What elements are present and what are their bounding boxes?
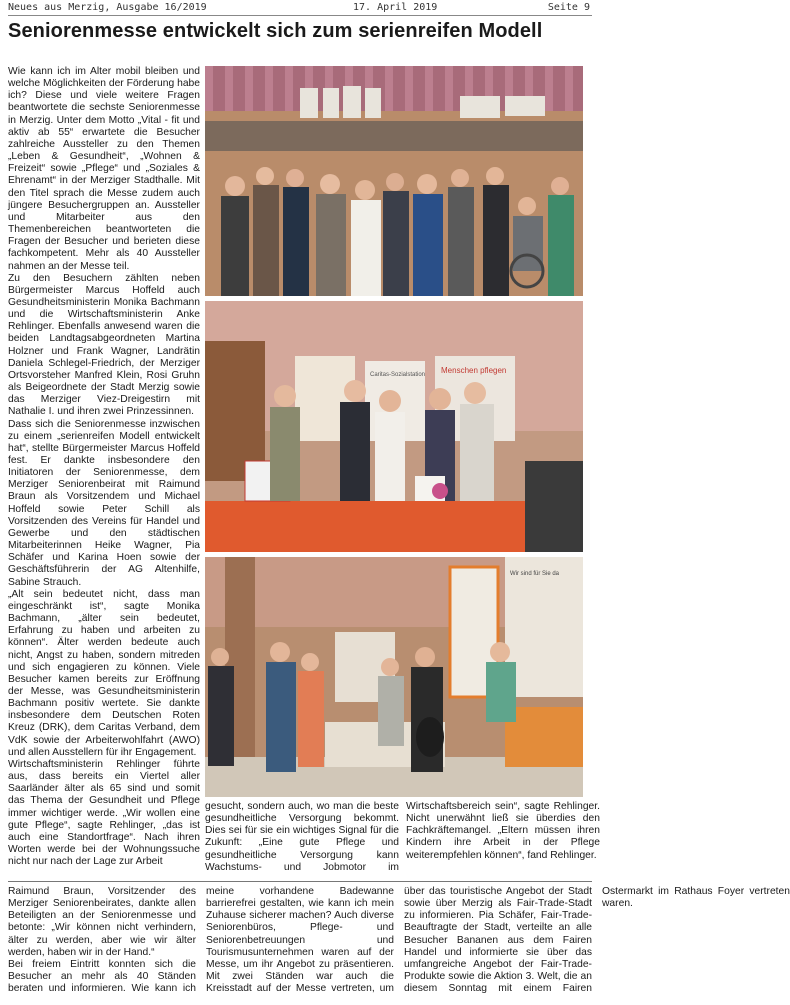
booth-sign-text: Caritas-Sozialstation [370, 372, 426, 378]
section-rule [8, 881, 592, 882]
header-rule [8, 15, 592, 16]
photo-booth [205, 301, 583, 552]
page-number: Seite 9 [547, 2, 590, 13]
article-column-middle [205, 801, 600, 881]
booth-photo-image [205, 301, 583, 552]
paragraph: Raimund Braun, Vorsitzender des Merziger Seniorenbeirates, dankte allen Beteiligten an der Seniorenmesse und betonte: „Wir können nicht verhindern, älter zu werden, aber wie wir älter werden, haben wir in der Hand.“ [8, 886, 196, 958]
article-headline: Seniorenmesse entwickelt sich zum serienreifen Modell [8, 20, 543, 42]
paragraph: gesucht, sondern auch, wo man die beste gesundheitliche Versorgung bekommt. Dies sei für sie ein wichtiges Signal für die Zukunft: „Eine gute Pflege und gesundheitliche Versorgung kann Wachstums- und Jobmotor im Wirtschaftsbereich sein“, sagte Rehlinger. Nicht unerwähnt ließ sie überdies den Fachkräftemangel. „Eltern müssen ihren Kindern ihre Arbeit in der Pflege weiterempfehlen können“, fand Rehlinger. [205, 801, 600, 873]
booth-sign-text: Menschen pflegen [441, 366, 507, 375]
article-continuation [8, 886, 790, 1005]
photo-crowd [205, 66, 583, 296]
paragraph: Zu den Besuchern zählten neben Bürgermeister Marcus Hoffeld auch Gesundheitsministerin Monika Bachmann und die Wirtschaftsministerin Anke Rehlinger. Ebenfalls anwesend waren die beiden Landtagsabgeordneten Martina Holzner und Frank Wagner, Landrätin Daniela Schlegel-Friedrich, der Merziger Ortsvorsteher Manfred Klein, Rosi Gruhn als Beigeordnete der Stadt Merzig sowie das Merziger Viez-Dreigestirn mit Nathalie I. und ihren zwei Prinzessinnen. [8, 272, 200, 418]
issue-date: 17. April 2019 [353, 2, 438, 13]
paragraph: Wie kann ich im Alter mobil bleiben und welche Möglichkeiten der Förderung habe ich? Diese und viele weitere Fragen beantwortete die sechste Seniorenmesse in Merzig. Unter dem Motto „Vital - fit und aktiv ab 55“ erwartete die Besucher zahlreiche Aussteller zu den Themen „Leben & Gesundheit“, „Wohnen & Freizeit“ sowie „Pflege“ und „Soziales & Ehrenamt“ in der Merziger Stadthalle. Mit den Titel sprach die Messe zudem auch jüngere Besuchergruppen an. Aussteller und Mitarbeiter aus den Themenbereichen beantworteten die Fragen der Besucher und berieten diese fachkompetent. Mehr als 40 Aussteller nahmen an der Messe teil. [8, 66, 200, 272]
paragraph: Bei freiem Eintritt konnten sich die Besucher an mehr als 40 Ständen beraten und informieren. Wie kann ich meine vorhandene Badewanne barrierefrei gestalten, wie kann ich mein Zuhause sicherer machen? Auch diverse Seniorenbüros, Pflege- und Seniorenbetreuungen und Tourismusunternehmen waren auf der Messe, um ihr Angebot zu präsentieren. Mit zwei Ständen war auch die Kreisstadt auf der Messe vertreten, um über das touristische Angebot der Stadt sowie über Merzig als Fair-Trade-Stadt zu informieren. Pia Schäfer, Fair-Trade-Beauftragte der Stadt, verteilte an alle Besucher Bananen aus dem Fairen Handel und informierte sie über das umfangreiche Angebot der Fair-Trade-Produkte sowie die Aktion 3. Welt, die an diesem Sonntag mit einem Fairen Ostermarkt im Rathaus Foyer vertreten waren. [8, 886, 790, 995]
paragraph: Wirtschaftsministerin Rehlinger führte aus, dass bereits ein Viertel aller Saarländer älter als 65 sind und somit das Thema der Gesundheit und Pflege immer wichtiger werde. „Wir wollen eine gute Pflege“, sagte Rehlinger, „das ist auch eine Standortfrage“. Nach ihren Worten werde bei der Wohnungssuche nicht nur nach der Lage zur Arbeit [8, 758, 200, 868]
page-header [8, 2, 592, 16]
publication-name: Neues aus Merzig, Ausgabe 16/2019 [8, 2, 207, 13]
paragraph: Dass sich die Seniorenmesse inzwischen zu einem „serienreifen Modell entwickelt hat“, stellte Bürgermeister Marcus Hoffeld fest. Er dankte insbesondere den Initiatoren der Seniorenmesse, dem Merziger Seniorenbeirat mit Raimund Braun als Vorsitzendem und Michael Hoffeld sowie Peter Schill als Vorsitzenden des Vereins für Handel und Gewerbe und den städtischen Mitarbeiterinnen Heike Wagner, Pia Schäfer und Karina Hoen sowie der Geschäftsführerin der AG Altenhilfe, Sabine Strauch. [8, 418, 200, 588]
paragraph: „Alt sein bedeutet nicht, dass man eingeschränkt ist“, sagte Monika Bachmann, „älter sein bedeutet, Erfahrung zu haben und arbeiten zu können“. Älter werden bedeute auch nicht, Angst zu haben, sondern mitreden und sich engagieren zu können. Viele Besucher kamen bereits zur Eröffnung der Messe, was Gesundheitsministerin Bachmann positiv wertete. Sie dankte insbesondere dem Deutschen Roten Kreuz (DRK), dem Caritas Verband, dem VdK sowie der Arbeiterwohlfahrt (AWO) und allen Ausstellern für ihr Engagement. [8, 588, 200, 758]
article-column-left [8, 66, 200, 880]
exhibition-photo-image [205, 557, 583, 797]
crowd-photo-image [205, 66, 583, 296]
stand-sign-text: Wir sind für Sie da [510, 571, 560, 577]
photo-exhibition [205, 557, 583, 797]
